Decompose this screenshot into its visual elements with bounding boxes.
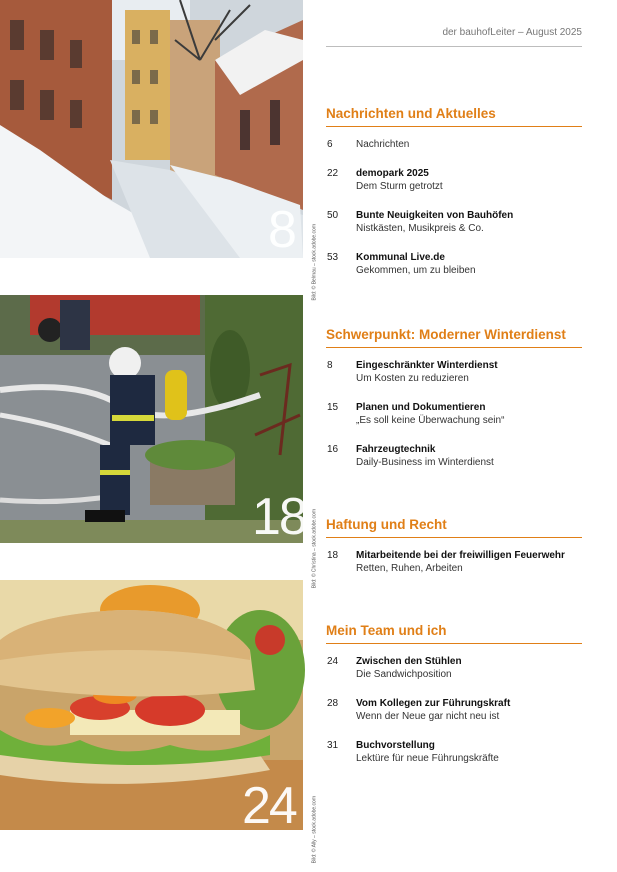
toc-entry[interactable] bbox=[326, 401, 582, 427]
photo-sandwich bbox=[0, 580, 317, 864]
toc-page: 53 bbox=[327, 252, 339, 263]
toc-entry[interactable] bbox=[326, 251, 582, 277]
feature-page-number: 24 bbox=[242, 777, 296, 835]
toc-page: 6 bbox=[327, 139, 333, 150]
toc-title: Kommunal Live.de bbox=[356, 252, 445, 263]
toc-page: 15 bbox=[327, 402, 339, 413]
toc-title: Eingeschränkter Winterdienst bbox=[356, 360, 498, 371]
toc-title: Buchvorstellung bbox=[356, 740, 435, 751]
photo-snowy-street bbox=[0, 0, 317, 301]
toc-entry[interactable] bbox=[326, 359, 582, 385]
photo-firefighter bbox=[0, 295, 317, 589]
toc-subtitle: Nistkästen, Musikpreis & Co. bbox=[356, 223, 484, 234]
toc-entry[interactable] bbox=[326, 549, 582, 575]
toc-subtitle: Retten, Ruhen, Arbeiten bbox=[356, 563, 463, 574]
toc-page: 8 bbox=[327, 360, 333, 371]
toc-entry[interactable] bbox=[326, 209, 582, 235]
toc-page: 22 bbox=[327, 168, 339, 179]
photo-credit: Bild: © Christina – stock.adobe.com bbox=[311, 509, 317, 589]
toc-entry[interactable] bbox=[326, 655, 582, 681]
toc-subtitle: Die Sandwichposition bbox=[356, 669, 452, 680]
toc-page: 16 bbox=[327, 444, 339, 455]
section-team bbox=[326, 623, 582, 765]
photo-credit: Bild: © Ally – stock.adobe.com bbox=[311, 796, 317, 864]
toc-title: Planen und Dokumentieren bbox=[356, 402, 486, 413]
toc-entry[interactable] bbox=[326, 138, 582, 151]
toc-subtitle: Nachrichten bbox=[356, 139, 410, 150]
photo-credit: Bild: © Belmau – stock.adobe.com bbox=[311, 224, 317, 301]
toc-page: 31 bbox=[327, 740, 339, 751]
toc-title: Vom Kollegen zur Führungskraft bbox=[356, 698, 511, 709]
toc-entry[interactable] bbox=[326, 167, 582, 193]
toc-title: Bunte Neuigkeiten von Bauhöfen bbox=[356, 210, 514, 221]
toc-title: demopark 2025 bbox=[356, 168, 429, 179]
toc-entry[interactable] bbox=[326, 443, 582, 469]
toc-subtitle: Lektüre für neue Führungskräfte bbox=[356, 753, 499, 764]
toc-title: Mitarbeitende bei der freiwilligen Feuerwehr bbox=[356, 550, 565, 561]
toc-entry[interactable] bbox=[326, 739, 582, 765]
toc-subtitle: Wenn der Neue gar nicht neu ist bbox=[356, 711, 500, 722]
toc-page: 50 bbox=[327, 210, 339, 221]
toc-subtitle: Um Kosten zu reduzieren bbox=[356, 373, 469, 384]
toc-subtitle: „Es soll keine Überwachung sein“ bbox=[356, 415, 505, 426]
toc-page: 28 bbox=[327, 698, 339, 709]
feature-page-number: 18 bbox=[252, 488, 306, 546]
section-nachrichten bbox=[326, 106, 582, 277]
section-haftung bbox=[326, 517, 582, 575]
toc-title: Fahrzeugtechnik bbox=[356, 444, 436, 455]
toc-subtitle: Daily-Business im Winterdienst bbox=[356, 457, 494, 468]
section-title: Haftung und Recht bbox=[326, 517, 582, 538]
toc-entry[interactable] bbox=[326, 697, 582, 723]
toc-subtitle: Gekommen, um zu bleiben bbox=[356, 265, 476, 276]
section-winterdienst bbox=[326, 327, 582, 469]
toc-title: Zwischen den Stühlen bbox=[356, 656, 462, 667]
toc-subtitle: Dem Sturm getrotzt bbox=[356, 181, 443, 192]
toc-page: 18 bbox=[327, 550, 339, 561]
toc-page: 24 bbox=[327, 656, 339, 667]
section-title: Schwerpunkt: Moderner Winterdienst bbox=[326, 327, 582, 348]
section-title: Nachrichten und Aktuelles bbox=[326, 106, 582, 127]
feature-page-number: 8 bbox=[268, 201, 295, 259]
page-header: der bauhofLeiter – August 2025 bbox=[326, 27, 582, 47]
section-title: Mein Team und ich bbox=[326, 623, 582, 644]
